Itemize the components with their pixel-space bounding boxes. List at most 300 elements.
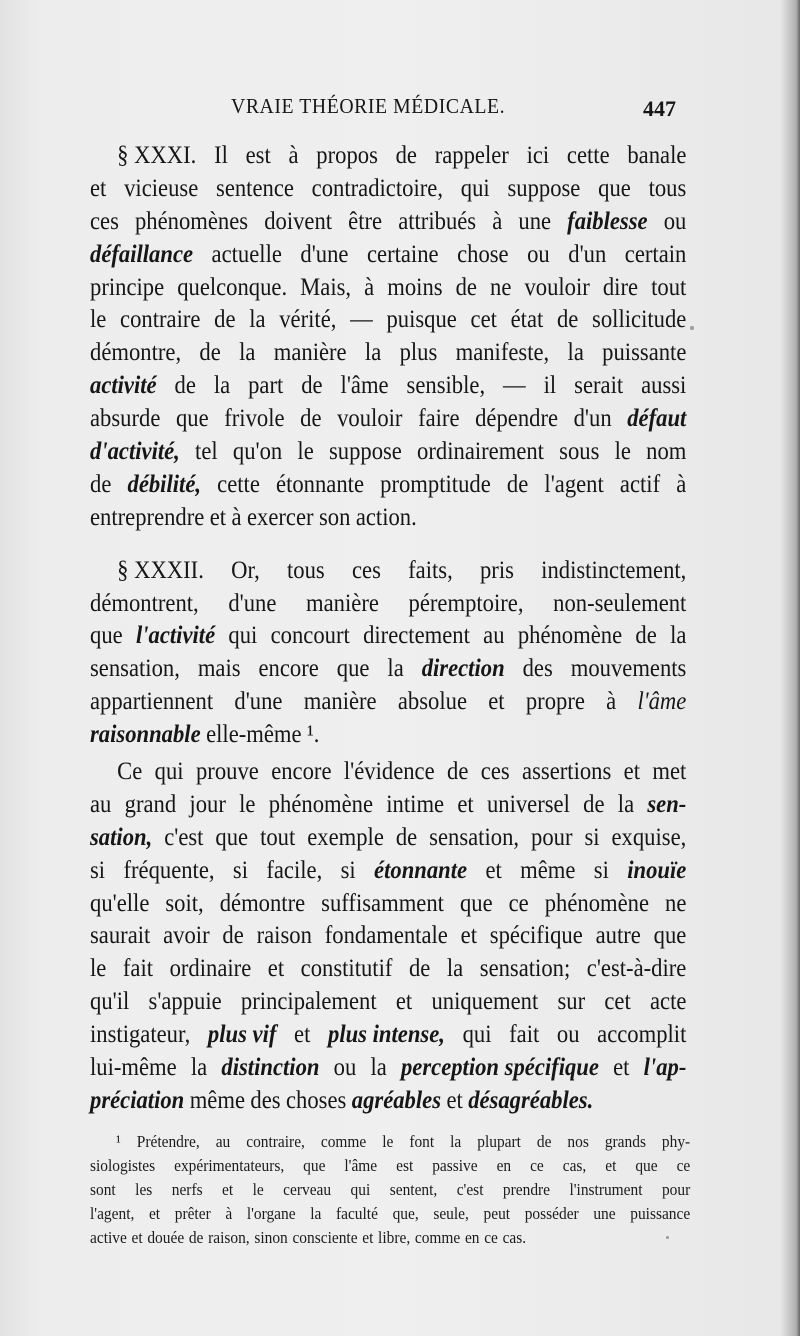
word: et xyxy=(485,856,502,884)
word: la xyxy=(670,622,687,650)
word: une xyxy=(518,207,552,235)
text-line xyxy=(90,588,686,621)
word: § XXXII. xyxy=(117,556,204,584)
footnote-word: siologistes xyxy=(90,1156,156,1175)
word: d'un xyxy=(568,240,607,268)
word: la xyxy=(213,372,231,400)
text-line xyxy=(90,436,686,469)
word: uniquement xyxy=(431,988,539,1016)
word: c'est xyxy=(164,823,204,851)
word: de xyxy=(556,306,579,334)
word: exercer xyxy=(246,503,314,531)
footnote-word: active xyxy=(90,1228,127,1247)
emphasized-word: désagréables. xyxy=(468,1086,594,1114)
footnote-word: et xyxy=(131,1228,143,1247)
footnote-word: qui xyxy=(350,1180,371,1199)
text-line xyxy=(90,920,686,953)
word: de xyxy=(447,758,469,786)
footnote-word: grands xyxy=(604,1132,646,1151)
word: plus xyxy=(399,339,438,367)
footnote-word: cerveau xyxy=(283,1180,332,1199)
word: sous xyxy=(559,438,600,466)
footnote-word: en xyxy=(496,1156,512,1175)
word: de xyxy=(583,790,605,818)
running-title: VRAIE THÉORIE MÉDICALE. xyxy=(231,94,506,118)
word: le xyxy=(239,790,256,818)
word: sur xyxy=(557,988,586,1016)
word: certaine xyxy=(366,240,439,268)
word: — xyxy=(350,306,373,334)
word: la xyxy=(446,955,464,983)
word: frivole xyxy=(224,405,285,433)
word: il xyxy=(543,372,557,400)
footnote-word: phy- xyxy=(661,1132,691,1151)
word: actuelle xyxy=(211,240,282,268)
word: pour xyxy=(531,823,573,851)
footnote-word: ce xyxy=(484,1228,498,1247)
footnote-word: comme xyxy=(414,1228,461,1247)
word: et xyxy=(488,688,505,716)
word: saurait xyxy=(90,922,151,950)
word: de xyxy=(395,142,417,169)
word: contradictoire, xyxy=(311,174,443,202)
footnote-line xyxy=(90,1226,690,1250)
footnote-word: posséder xyxy=(524,1204,579,1223)
emphasized-word: raisonnable xyxy=(90,721,201,749)
emphasized-word: d'activité, xyxy=(90,438,180,466)
word: la xyxy=(364,339,382,367)
word: grand xyxy=(124,790,177,818)
footnote-word: font xyxy=(409,1132,435,1151)
word: spécifique xyxy=(489,922,583,950)
word: met xyxy=(652,758,687,786)
word: § XXXI. xyxy=(117,142,197,169)
word: et xyxy=(294,1021,311,1049)
word: suppose xyxy=(328,438,402,466)
text-line xyxy=(90,304,686,337)
emphasized-word: l'activité xyxy=(135,622,216,650)
word: la xyxy=(387,655,404,683)
word: démontre, xyxy=(90,339,182,367)
word: état xyxy=(510,306,544,334)
word: et xyxy=(267,955,285,983)
footnote-word: ¹ xyxy=(116,1132,121,1151)
word: et xyxy=(460,922,478,950)
text-line xyxy=(90,686,686,719)
footnote-word: plupart xyxy=(477,1132,521,1151)
emphasized-word: défaut xyxy=(627,405,687,433)
word: nom xyxy=(646,438,687,466)
word: puissante xyxy=(602,339,687,367)
word: certain xyxy=(624,240,687,268)
paper-speck xyxy=(690,326,694,330)
word: la xyxy=(239,339,256,367)
emphasized-word: sation, xyxy=(90,823,153,851)
word: la xyxy=(190,1054,208,1082)
text-line xyxy=(90,822,686,855)
text-line xyxy=(90,1085,686,1118)
page-number: 447 xyxy=(643,96,676,121)
word: doivent xyxy=(264,207,333,235)
text-line xyxy=(90,888,686,921)
word: jour xyxy=(189,790,226,818)
footnote-word: de xyxy=(188,1228,204,1247)
emphasized-word: plus vif xyxy=(207,1021,277,1049)
word: démontrent, xyxy=(90,589,199,617)
footnote-word: contraire, xyxy=(246,1132,305,1151)
word: non-seulement xyxy=(553,589,687,617)
word: sensation, xyxy=(429,823,520,851)
word: ne xyxy=(665,889,687,917)
word: au xyxy=(90,790,112,818)
word: l'âme xyxy=(340,372,389,400)
word: des xyxy=(522,655,553,683)
word: ordinaire xyxy=(169,955,252,983)
word: sensible, xyxy=(406,372,486,400)
footnote xyxy=(90,1130,690,1250)
word: démontre xyxy=(219,889,306,917)
word: et xyxy=(623,758,641,786)
word: qu'elle xyxy=(90,889,150,917)
word: de xyxy=(214,306,236,334)
word: si xyxy=(90,856,106,884)
word: d'un xyxy=(573,405,612,433)
word: étonnante xyxy=(276,470,364,498)
word: ne xyxy=(490,273,512,301)
word: lui-même xyxy=(90,1054,177,1082)
word: à xyxy=(288,142,299,169)
footnote-word: cas, xyxy=(562,1156,587,1175)
word: tout xyxy=(651,273,687,301)
word: puisque xyxy=(386,306,457,334)
word: suffisamment xyxy=(321,889,444,917)
word: de xyxy=(300,405,322,433)
word: instigateur, xyxy=(90,1021,191,1049)
footnote-word: que xyxy=(635,1156,658,1175)
footnote-word: de xyxy=(536,1132,552,1151)
word: dépendre xyxy=(475,405,559,433)
word: sentence xyxy=(216,174,294,202)
word: absolue xyxy=(397,688,467,716)
footnote-word: les xyxy=(135,1180,153,1199)
word: manifeste, xyxy=(455,339,550,367)
word: et xyxy=(613,1054,630,1082)
word: est xyxy=(245,142,271,169)
word: aussi xyxy=(641,372,687,400)
word: directement xyxy=(363,622,470,650)
word: de xyxy=(635,622,657,650)
word: si xyxy=(593,856,609,884)
word: propos xyxy=(316,142,378,169)
word: entreprendre xyxy=(90,503,205,531)
word: phénomène xyxy=(517,622,623,650)
word: de xyxy=(301,372,323,400)
emphasized-word: direction xyxy=(421,655,505,683)
word: acte xyxy=(649,988,687,1016)
footnote-word: expérimentateurs, xyxy=(174,1156,285,1175)
word: de xyxy=(395,823,418,851)
footnote-word: et xyxy=(148,1204,161,1223)
word: — xyxy=(503,372,526,400)
word: que xyxy=(653,922,687,950)
footnote-word: en xyxy=(464,1228,480,1247)
word: des xyxy=(250,1086,281,1114)
word: serait xyxy=(574,372,624,400)
text-line xyxy=(90,469,686,502)
word: assertions xyxy=(522,758,612,786)
footnote-word: l'agent, xyxy=(90,1204,135,1223)
running-head xyxy=(0,94,800,124)
word: manière xyxy=(306,589,379,617)
word: et xyxy=(90,174,107,202)
word: rappeler xyxy=(434,142,509,169)
footnote-word: sentent, xyxy=(389,1180,438,1199)
footnote-word: l'organe xyxy=(246,1204,296,1223)
footnote-line xyxy=(90,1178,690,1202)
word: mouvements xyxy=(570,655,687,683)
emphasized-word: agréables xyxy=(351,1086,442,1114)
word: la xyxy=(617,790,635,818)
word: indistinctement, xyxy=(541,556,687,584)
word: de xyxy=(174,372,196,400)
footnote-word: raison, xyxy=(208,1228,250,1247)
word: vérité, xyxy=(279,306,337,334)
word: si xyxy=(584,823,600,851)
word: tel xyxy=(195,438,218,466)
text-line xyxy=(90,272,686,305)
emphasized-word: perception spécifique xyxy=(400,1054,599,1082)
footnote-word: ce xyxy=(530,1156,544,1175)
text-line xyxy=(90,239,686,272)
word: exquise, xyxy=(611,823,687,851)
word: la xyxy=(567,339,584,367)
footnote-word: le xyxy=(252,1180,264,1199)
word: absurde xyxy=(90,405,161,433)
word: facile, xyxy=(266,856,323,884)
footnote-word: consciente xyxy=(292,1228,358,1247)
footnote-word: c'est xyxy=(456,1180,484,1199)
word: vicieuse xyxy=(124,174,199,202)
footnote-word: comme xyxy=(320,1132,367,1151)
word: fait xyxy=(122,955,154,983)
footnote-word: que, xyxy=(392,1204,419,1223)
footnote-word: au xyxy=(215,1132,231,1151)
word: le xyxy=(90,955,107,983)
emphasized-word: distinction xyxy=(221,1054,320,1082)
word: ou xyxy=(527,240,550,268)
word: ou xyxy=(663,207,687,235)
word: vouloir xyxy=(337,405,403,433)
footnote-word: seule, xyxy=(433,1204,469,1223)
body-text xyxy=(90,140,686,1118)
text-line xyxy=(90,789,686,822)
word: contraire xyxy=(120,306,201,334)
word: quelconque. xyxy=(177,273,288,301)
footnote-word: et xyxy=(605,1156,617,1175)
word: promptitude xyxy=(380,470,491,498)
word: qu'on xyxy=(232,438,283,466)
word: de xyxy=(506,470,529,498)
footnote-word: que xyxy=(303,1156,326,1175)
emphasized-word: sen- xyxy=(647,790,687,818)
text-line xyxy=(90,719,686,752)
word: ¹. xyxy=(306,721,320,749)
word: de xyxy=(222,922,244,950)
text-line xyxy=(90,403,686,436)
word: ou xyxy=(333,1054,357,1082)
word: même xyxy=(520,856,576,884)
word: qui xyxy=(154,758,184,786)
emphasized-word: l'ap- xyxy=(643,1054,687,1082)
word: tous xyxy=(648,174,687,202)
word: ordinairement xyxy=(417,438,544,466)
word: prouve xyxy=(195,758,259,786)
text-line xyxy=(90,370,686,403)
emphasized-word: l'âme xyxy=(637,688,687,716)
word: cette xyxy=(217,470,260,498)
text-line xyxy=(90,855,686,888)
word: le xyxy=(297,438,314,466)
word: fréquente, xyxy=(123,856,215,884)
text-line xyxy=(90,653,686,686)
word: constitutif xyxy=(300,955,393,983)
footnote-word: sinon xyxy=(254,1228,288,1247)
word: que xyxy=(459,889,493,917)
word: manière xyxy=(273,339,347,367)
word: le xyxy=(614,438,631,466)
word: avoir xyxy=(163,922,210,950)
word: choses xyxy=(286,1086,347,1114)
footnote-word: une xyxy=(593,1204,616,1223)
footnote-word: faculté xyxy=(335,1204,378,1223)
footnote-word: le xyxy=(382,1132,394,1151)
emphasized-word: inouïe xyxy=(627,856,687,884)
word: ou xyxy=(556,1021,580,1049)
footnote-word: et xyxy=(222,1180,234,1199)
word: à xyxy=(606,688,617,716)
text-line xyxy=(90,620,686,653)
word: concourt xyxy=(270,622,350,650)
word: s'appuie xyxy=(148,988,222,1016)
word: Il xyxy=(214,142,228,169)
word: c'est-à-dire xyxy=(586,955,687,983)
word: Mais, xyxy=(300,273,352,301)
footnote-word: douée xyxy=(147,1228,185,1247)
word: et xyxy=(446,1086,463,1114)
word: raison xyxy=(256,922,312,950)
emphasized-word: débilité, xyxy=(127,470,202,498)
word: vouloir xyxy=(524,273,590,301)
word: même xyxy=(189,1086,245,1114)
word: fait xyxy=(509,1021,540,1049)
text-line xyxy=(90,502,686,535)
word: tous xyxy=(287,556,325,584)
footnote-word: sont xyxy=(90,1180,116,1199)
word: être xyxy=(348,207,383,235)
word: que xyxy=(175,405,209,433)
word: au xyxy=(483,622,505,650)
footnote-line xyxy=(90,1202,690,1226)
word: soit, xyxy=(165,889,204,917)
word: faits, xyxy=(408,556,453,584)
word: qu'il xyxy=(90,988,130,1016)
word: cette xyxy=(566,142,610,169)
word: qui xyxy=(228,622,258,650)
word: moins xyxy=(387,273,443,301)
word: actif xyxy=(619,470,661,498)
word: sensation; xyxy=(479,955,571,983)
word: ici xyxy=(526,142,550,169)
footnote-word: ce xyxy=(676,1156,691,1175)
word: phénomène xyxy=(268,790,374,818)
word: cet xyxy=(604,988,631,1016)
word: si xyxy=(232,856,248,884)
text-line xyxy=(90,756,686,789)
word: le xyxy=(90,306,107,334)
footnote-word: l'instrument xyxy=(569,1180,643,1199)
word: que xyxy=(215,823,249,851)
word: à xyxy=(231,503,242,531)
word: principalement xyxy=(240,988,377,1016)
word: l'agent xyxy=(544,470,604,498)
word: accomplit xyxy=(597,1021,687,1049)
paragraph-gap xyxy=(90,535,686,555)
word: mais xyxy=(197,655,241,683)
emphasized-word: étonnante xyxy=(374,856,468,884)
word: fondamentale xyxy=(324,922,448,950)
paper-speck xyxy=(666,1236,669,1239)
emphasized-word: faiblesse xyxy=(567,207,648,235)
word: manière xyxy=(303,688,377,716)
word: part xyxy=(248,372,284,400)
word: encore xyxy=(271,758,332,786)
footnote-word: passive xyxy=(432,1156,478,1175)
word: que xyxy=(90,622,123,650)
word: ce xyxy=(508,889,529,917)
footnote-word: la xyxy=(450,1132,462,1151)
footnote-word: nos xyxy=(567,1132,589,1151)
footnote-line xyxy=(90,1130,690,1154)
word: phénomène xyxy=(544,889,650,917)
word: attribués xyxy=(398,207,477,235)
footnote-word: prêter xyxy=(174,1204,211,1223)
word: sensation, xyxy=(90,655,180,683)
text-line xyxy=(90,1019,686,1052)
word: pris xyxy=(479,556,514,584)
word: de xyxy=(408,955,431,983)
text-line xyxy=(90,986,686,1019)
footnote-line xyxy=(90,1154,690,1178)
word: Or, xyxy=(231,556,260,584)
footnote-word: la xyxy=(310,1204,322,1223)
word: si xyxy=(340,856,356,884)
word: cet xyxy=(470,306,497,334)
word: et xyxy=(457,790,474,818)
text-line xyxy=(90,1052,686,1085)
text-line xyxy=(90,140,686,173)
word: Ce xyxy=(117,758,143,786)
word: phénomènes xyxy=(134,207,249,235)
word: chose xyxy=(457,240,509,268)
word: de xyxy=(199,339,221,367)
word: ces xyxy=(480,758,510,786)
footnote-word: peut xyxy=(483,1204,511,1223)
emphasized-word: activité xyxy=(90,372,157,400)
footnote-word: cas. xyxy=(502,1228,527,1247)
word: de xyxy=(455,273,477,301)
text-line xyxy=(90,173,686,206)
footnote-word: et xyxy=(362,1228,374,1247)
